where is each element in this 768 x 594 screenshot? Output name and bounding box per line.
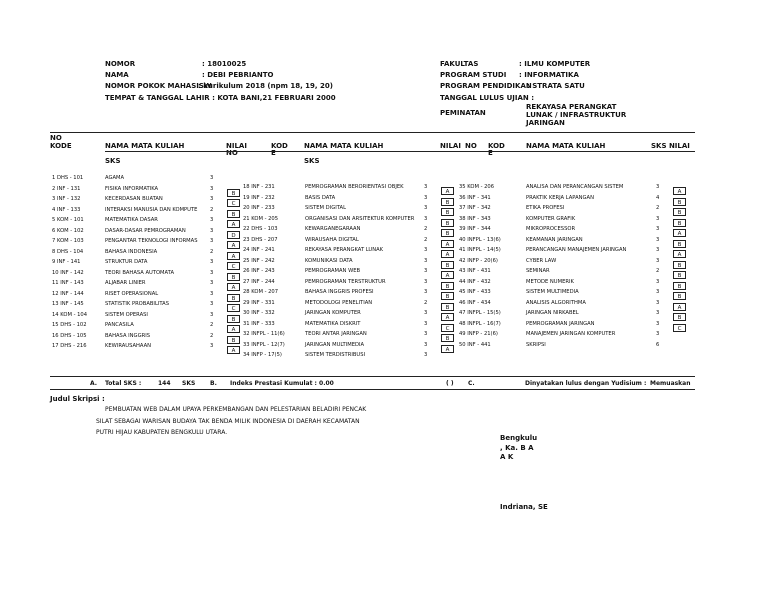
course-name: ALJABAR LINIER [105, 280, 146, 286]
course-code: 50 INF - 441 [459, 341, 491, 348]
total-sks-label: Total SKS : [105, 380, 142, 387]
peminatan-value-3: JARINGAN [526, 119, 565, 127]
course-code: 28 KOM - 207 [243, 289, 278, 295]
course-grade: B [227, 336, 240, 344]
npm-label: NOMOR POKOK MAHASISW [105, 82, 212, 90]
course-grade: B [441, 229, 454, 237]
skripsi-line-3: PUTRI HIJAU KABUPATEN BENGKULU UTARA. [96, 429, 228, 436]
course-name: PEMROGRAMAN TERSTRUKTUR [305, 278, 386, 285]
signature-title-1: , Ka. B A [500, 444, 534, 452]
course-sks: 6 [656, 341, 660, 348]
yudisium-predikat: Memuaskan [650, 380, 691, 387]
course-code: 26 INF - 243 [243, 268, 275, 274]
course-sks: 3 [424, 352, 428, 358]
course-code: 7 KOM - 103 [52, 238, 84, 244]
npm-value: : kurikulum 2018 (npm 18, 19, 20) [198, 82, 333, 90]
course-sks: 3 [210, 259, 214, 265]
course-code: 47 INFPL - 15(5) [459, 310, 501, 316]
header-no-3: NO [465, 142, 477, 150]
course-sks: 3 [656, 289, 660, 295]
course-name: SEMINAR [526, 268, 550, 274]
course-code: 48 INFPL - 16(7) [459, 320, 501, 327]
course-sks: 2 [210, 206, 214, 213]
course-code: 15 DHS - 102 [52, 322, 87, 328]
course-code: 39 INF - 344 [459, 226, 491, 232]
header-kode-2b: E [271, 149, 276, 157]
course-sks: 4 [656, 194, 660, 201]
header-kode-3b: E [488, 149, 493, 157]
course-grade: B [673, 240, 686, 248]
course-grade: A [441, 271, 454, 279]
course-grade: A [227, 241, 240, 249]
course-sks: 3 [210, 301, 214, 307]
course-name: FISIKA INFORMATIKA [105, 185, 159, 192]
course-name: METODOLOGI PENELITIAN [305, 299, 373, 306]
course-sks: 3 [424, 289, 428, 295]
header-nilai-2: NILAI [440, 142, 461, 150]
yudisium-label: Dinyatakan lulus dengan Yudisium : [525, 380, 647, 387]
course-name: DASAR-DASAR PEMROGRAMAN [105, 227, 186, 234]
course-sks: 3 [424, 194, 428, 201]
nomor-label: NOMOR [105, 60, 136, 68]
course-name: CYBER LAW [526, 257, 557, 264]
total-sks-unit: SKS [182, 380, 196, 387]
course-name: STATISTIK PROBABILITAS [105, 301, 169, 307]
fakultas-value: : ILMU KOMPUTER [519, 60, 591, 68]
header-top-rule [50, 132, 695, 133]
course-code: 20 INF - 233 [243, 205, 275, 211]
course-sks: 3 [424, 341, 428, 348]
course-grade: B [673, 292, 686, 300]
course-code: 30 INF - 332 [243, 310, 275, 316]
course-sks: 3 [210, 185, 214, 192]
course-name: TEORI ANTAR JARINGAN [305, 331, 367, 337]
course-grade: C [673, 324, 686, 332]
header-nilai-1: NILAI [226, 142, 247, 150]
course-code: 17 DHS - 216 [52, 343, 87, 349]
course-name: REKAYASA PERANGKAT LUNAK [305, 247, 384, 253]
course-sks: 3 [424, 205, 428, 211]
skripsi-line-1: PEMBUATAN WEB DALAM UPAYA PERKEMBANGAN DAN PELESTARIAN BELADIRI PENCAK [105, 406, 367, 413]
pendidikan-value: : STRATA SATU [527, 82, 585, 90]
course-name: KEWARGANEGARAAN [305, 226, 361, 232]
course-name: KOMPUTER GRAFIK [526, 215, 576, 222]
course-name: BASIS DATA [305, 194, 336, 201]
course-name: MATEMATIKA DISKRIT [305, 320, 361, 327]
course-code: 38 INF - 343 [459, 215, 491, 222]
course-code: 6 KOM - 102 [52, 227, 84, 234]
course-code: 36 INF - 341 [459, 194, 491, 201]
course-grade: A [441, 187, 454, 195]
course-code: 42 INFP - 20(6) [459, 257, 498, 264]
course-sks: 2 [210, 248, 214, 255]
course-grade: A [673, 303, 686, 311]
header-mid-rule [105, 151, 695, 152]
course-sks: 3 [656, 236, 660, 243]
course-name: SISTEM MULTIMEDIA [526, 289, 579, 295]
header-kode-3a: KOD [488, 142, 505, 150]
course-name: ORGANISASI DAN ARSITEKTUR KOMPUTER [305, 215, 415, 222]
course-name: PEMROGRAMAN BERORIENTASI OBJEK [305, 184, 404, 190]
course-sks: 3 [656, 247, 660, 253]
course-code: 24 INF - 241 [243, 247, 275, 253]
course-grade: B [227, 189, 240, 197]
course-sks: 3 [210, 311, 214, 318]
course-sks: 3 [656, 278, 660, 285]
course-name: MIKROPROCESSOR [526, 226, 576, 232]
course-name: SISTEM TERDISTRIBUSI [305, 352, 366, 358]
summary-c: C. [468, 380, 475, 387]
course-grade: A [673, 229, 686, 237]
course-name: PERANCANGAN MANAJEMEN JARINGAN [526, 247, 627, 253]
course-code: 41 INFPL - 14(5) [459, 247, 501, 253]
signature-title-2: A K [500, 453, 514, 461]
course-code: 14 KOM - 104 [52, 311, 87, 318]
course-grade: B [227, 315, 240, 323]
course-code: 46 INF - 434 [459, 299, 491, 306]
course-grade: D [227, 231, 240, 239]
fakultas-label: FAKULTAS [440, 60, 479, 68]
summary-bottom-rule [50, 389, 695, 390]
course-name: JARINGAN NIRKABEL [526, 310, 579, 316]
course-code: 29 INF - 331 [243, 299, 275, 306]
course-code: 1 DHS - 101 [52, 175, 84, 181]
summary-b: B. [210, 380, 217, 387]
course-grade: C [227, 304, 240, 312]
course-grade: A [227, 252, 240, 260]
course-code: 5 KOM - 101 [52, 217, 84, 223]
nama-value: : DEBI PEBRIANTO [202, 71, 274, 79]
course-code: 27 INF - 244 [243, 278, 275, 285]
course-sks: 3 [656, 226, 660, 232]
course-sks: 3 [656, 310, 660, 316]
course-code: 3 INF - 132 [52, 196, 81, 202]
header-no-2: NO [226, 149, 238, 157]
course-code: 13 INF - 145 [52, 301, 84, 307]
course-grade: C [227, 199, 240, 207]
course-grade: B [673, 219, 686, 227]
course-grade: A [441, 240, 454, 248]
course-sks: 3 [424, 257, 428, 264]
skripsi-label: Judul Skripsi : [50, 395, 105, 403]
course-code: 10 INF - 142 [52, 269, 84, 276]
course-grade: B [441, 261, 454, 269]
course-grade: B [441, 282, 454, 290]
course-sks: 3 [656, 320, 660, 327]
course-sks: 3 [424, 278, 428, 285]
course-grade: A [227, 220, 240, 228]
header-nama-mk-2: NAMA MATA KULIAH [304, 142, 384, 150]
course-sks: 2 [656, 205, 660, 211]
course-grade: C [227, 262, 240, 270]
course-grade: B [441, 198, 454, 206]
course-grade: B [673, 313, 686, 321]
prodi-value: : INFORMATIKA [519, 71, 579, 79]
course-name: TEORI BAHASA AUTOMATA [105, 269, 174, 276]
prodi-label: PROGRAM STUDI [440, 71, 507, 79]
course-grade: B [227, 210, 240, 218]
course-sks: 3 [210, 175, 214, 181]
course-name: SISTEM OPERASI [105, 311, 148, 318]
course-code: 31 INF - 333 [243, 320, 275, 327]
course-sks: 3 [656, 215, 660, 222]
header-sks-2: SKS [304, 157, 320, 165]
header-sks-1: SKS [105, 157, 121, 165]
course-grade: A [441, 345, 454, 353]
course-name: STRUKTUR DATA [105, 259, 148, 265]
course-code: 18 INF - 231 [243, 184, 275, 190]
course-code: 45 INF - 433 [459, 289, 491, 295]
pendidikan-label: PROGRAM PENDIDIKAN [440, 82, 532, 90]
course-sks: 3 [210, 196, 214, 202]
course-sks: 2 [656, 268, 660, 274]
course-name: WIRAUSAHA DIGITAL [305, 236, 359, 243]
course-grade: B [441, 208, 454, 216]
course-name: METODE NUMERIK [526, 278, 574, 285]
course-grade: A [441, 313, 454, 321]
course-name: MANAJEMEN JARINGAN KOMPUTER [526, 331, 616, 337]
course-code: 25 INF - 242 [243, 257, 275, 264]
course-name: AGAMA [105, 175, 125, 181]
nomor-value: : 18010025 [202, 60, 247, 68]
course-grade: B [673, 198, 686, 206]
course-code: 12 INF - 144 [52, 290, 84, 297]
course-code: 8 DHS - 104 [52, 248, 84, 255]
course-sks: 2 [424, 226, 428, 232]
lulus-label: TANGGAL LULUS UJIAN : [440, 94, 534, 102]
peminatan-value-2: LUNAK / INFRASTRUKTUR [526, 111, 627, 119]
course-name: RISET OPERASIONAL [105, 290, 159, 297]
course-name: ETIKA PROFESI [526, 205, 565, 211]
course-code: 9 INF - 141 [52, 259, 81, 265]
course-name: ANALISIS ALGORITHMA [526, 299, 586, 306]
course-name: SKRIPSI [526, 341, 546, 348]
course-code: 37 INF - 342 [459, 205, 491, 211]
course-code: 49 INFP - 21(6) [459, 331, 498, 337]
course-name: BAHASA INGGRIS PROFESI [305, 289, 374, 295]
course-code: 33 INFPL - 12(7) [243, 341, 285, 348]
course-sks: 3 [210, 343, 214, 349]
course-grade: A [673, 187, 686, 195]
course-sks: 3 [210, 280, 214, 286]
course-sks: 3 [424, 184, 428, 190]
course-code: 2 INF - 131 [52, 185, 81, 192]
course-code: 23 DHS - 207 [243, 236, 278, 243]
course-name: JARINGAN KOMPUTER [305, 310, 361, 316]
course-grade: A [227, 346, 240, 354]
course-code: 11 INF - 143 [52, 280, 84, 286]
course-sks: 3 [210, 238, 214, 244]
course-grade: A [673, 250, 686, 258]
summary-top-rule [50, 376, 695, 377]
peminatan-value-1: REKAYASA PERANGKAT [526, 103, 617, 111]
course-grade: B [441, 219, 454, 227]
summary-a: A. [90, 380, 98, 387]
course-code: 22 DHS - 103 [243, 226, 278, 232]
course-grade: A [441, 250, 454, 258]
course-sks: 3 [424, 215, 428, 222]
course-sks: 3 [424, 320, 428, 327]
course-name: BAHASA INGGRIS [105, 332, 151, 339]
course-sks: 3 [424, 268, 428, 274]
summary-paren: ( ) [446, 380, 454, 387]
course-grade: C [441, 324, 454, 332]
course-grade: B [441, 303, 454, 311]
course-code: 21 KOM - 205 [243, 215, 278, 222]
course-sks: 3 [424, 310, 428, 316]
course-sks: 2 [210, 332, 214, 339]
course-sks: 3 [656, 184, 660, 190]
course-sks: 3 [210, 217, 214, 223]
nama-label: NAMA [105, 71, 129, 79]
course-sks: 3 [656, 299, 660, 306]
course-grade: B [673, 271, 686, 279]
signature-name: Indriana, SE [500, 503, 548, 511]
course-sks: 3 [656, 257, 660, 264]
course-name: PANCASILA [105, 322, 134, 328]
course-name: KEWIRAUSAHAAN [105, 343, 152, 349]
course-sks: 3 [424, 331, 428, 337]
course-sks: 2 [424, 299, 428, 306]
ipk-text: Indeks Prestasi Kumulat : 0.00 [230, 380, 334, 387]
course-sks: 3 [656, 331, 660, 337]
header-no: NO [50, 134, 62, 142]
header-sks-nilai: SKS NILAI [651, 142, 690, 150]
header-nama-mk-1: NAMA MATA KULIAH [105, 142, 185, 150]
course-name: PEMROGRAMAN WEB [305, 268, 361, 274]
total-sks-value: 144 [158, 380, 171, 387]
header-kode-2a: KOD [271, 142, 288, 150]
course-code: 43 INF - 431 [459, 268, 491, 274]
skripsi-line-2: SILAT SEBAGAI WARISAN BUDAYA TAK BENDA MILIK INDONESIA DI DAERAH KECAMATAN [96, 418, 360, 425]
course-name: PENGANTAR TEKNOLOGI INFORMAS [105, 238, 198, 244]
ttl-text: TEMPAT & TANGGAL LAHIR : KOTA BANI,21 FEBRUARI 2000 [105, 94, 336, 102]
course-name: INTERAKSI MANUSIA DAN KOMPUTE [105, 206, 198, 213]
header-kode: KODE [50, 142, 72, 150]
course-grade: B [441, 334, 454, 342]
course-code: 32 INFPL - 11(6) [243, 331, 285, 337]
course-code: 4 INF - 133 [52, 206, 81, 213]
header-nama-mk-3: NAMA MATA KULIAH [526, 142, 606, 150]
course-name: SISTEM DIGITAL [305, 205, 346, 211]
course-sks: 3 [210, 290, 214, 297]
course-name: KEAMANAN JARINGAN [526, 236, 583, 243]
course-name: KECERDASAN BUATAN [105, 196, 163, 202]
signature-city: Bengkulu [500, 434, 538, 442]
course-grade: B [673, 282, 686, 290]
course-code: 34 INFP - 17(5) [243, 352, 282, 358]
course-code: 16 DHS - 105 [52, 332, 87, 339]
course-grade: B [673, 261, 686, 269]
peminatan-label: PEMINATAN [440, 109, 486, 117]
course-sks: 2 [424, 236, 428, 243]
course-grade: B [227, 273, 240, 281]
course-sks: 3 [210, 227, 214, 234]
course-name: KOMUNIKASI DATA [305, 257, 353, 264]
course-name: PEMROGRAMAN JARINGAN [526, 320, 595, 327]
course-sks: 2 [210, 322, 214, 328]
course-name: MATEMATIKA DASAR [105, 217, 158, 223]
course-code: 44 INF - 432 [459, 278, 491, 285]
course-sks: 3 [424, 247, 428, 253]
course-name: BAHASA INDONESIA [105, 248, 158, 255]
course-grade: B [673, 208, 686, 216]
course-code: 19 INF - 232 [243, 194, 275, 201]
course-name: ANALISA DAN PERANCANGAN SISTEM [526, 184, 624, 190]
course-name: PRAKTIK KERJA LAPANGAN [526, 194, 594, 201]
course-grade: A [227, 325, 240, 333]
course-code: 40 INFPL - 13(6) [459, 236, 501, 243]
course-name: JARINGAN MULTIMEDIA [305, 341, 365, 348]
course-sks: 3 [210, 269, 214, 276]
course-grade: A [227, 283, 240, 291]
course-grade: B [441, 292, 454, 300]
course-code: 35 KOM - 206 [459, 184, 494, 190]
course-grade: B [227, 294, 240, 302]
